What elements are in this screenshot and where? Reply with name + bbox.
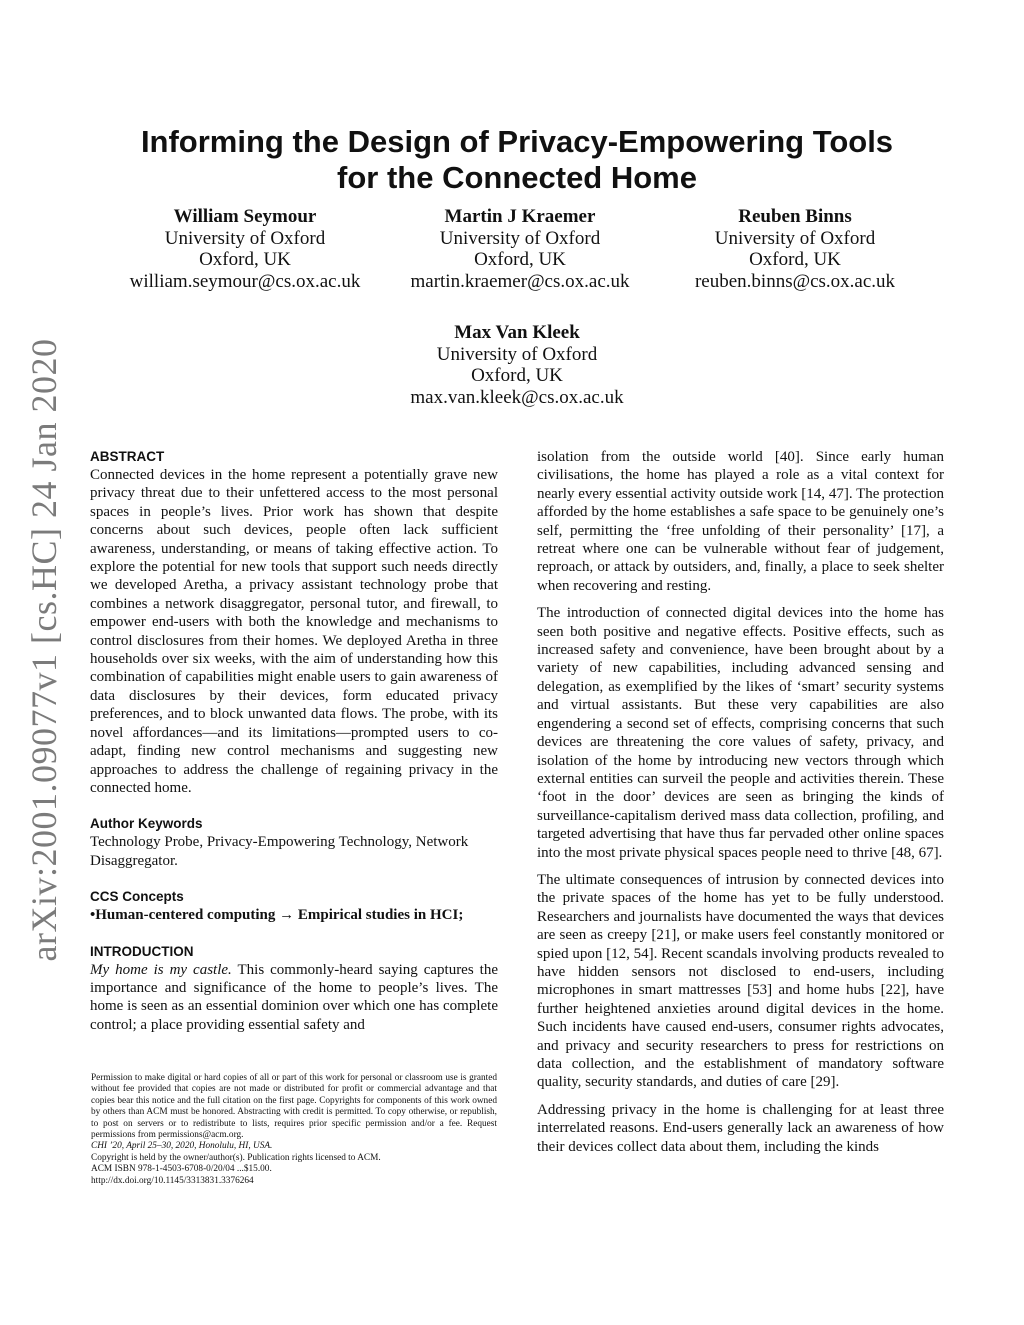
abstract-heading: ABSTRACT [90, 449, 165, 464]
introduction-paragraph-text: This commonly-heard saying captures the importance and significance of the home to people’s lives. The home is seen as an essential dominion over which one has complete control; a place providing essential safety and [90, 961, 498, 1033]
right-column [537, 448, 944, 1165]
copyright-line: Copyright is held by the owner/author(s). Publication rights licensed to ACM. [91, 1152, 381, 1163]
author-name: Max Van Kleek [454, 322, 580, 343]
author-email: max.van.kleek@cs.ox.ac.uk [410, 386, 624, 408]
introduction-lead-italic: My home is my castle. [90, 961, 232, 978]
abstract-text: Connected devices in the home represent a potentially grave new privacy threat due to their unfettered access to the most personal spaces in people’s lives. Prior work has shown that despite concerns about such devices, people often lack sufficient awareness, understanding, or means of taking effective action. To explore the potential for new tools that support such needs directly we developed Aretha, a privacy assistant technology probe that combines a network disaggregator, personal tutor, and firewall, to empower end-users with both the knowledge and mechanisms to control disclosures from their homes. We deployed Aretha in three households over six weeks, with the aim of understanding how this combination of capabilities might enable users to gain awareness of data disclosures by their devices, form educated privacy preferences, and to block unwanted data flows. The probe, with its novel affordances—and its limitations—prompted users to co-adapt, finding new control mechanisms and suggesting new approaches to address the challenge of regaining privacy in the connected home. [90, 467, 498, 796]
body-paragraph: Addressing privacy in the home is challenging for at least three interrelated reasons. End-users generally lack an awareness of how their devices collect data about them, including the kinds [537, 1101, 944, 1155]
author-block-van-kleek [367, 322, 667, 408]
author-name: Martin J Kraemer [444, 206, 596, 227]
isbn-line: ACM ISBN 978-1-4503-6708-0/20/04 ...$15.00. [91, 1164, 272, 1175]
doi-link[interactable]: http://dx.doi.org/10.1145/3313831.3376264 [91, 1175, 254, 1186]
paper-title-line-2: for the Connected Home [337, 160, 697, 195]
introduction-heading: INTRODUCTION [90, 943, 194, 959]
author-keywords-text: Technology Probe, Privacy-Empowering Technology, Network Disaggregator. [90, 834, 469, 869]
author-location: Oxford, UK [749, 249, 841, 270]
body-paragraph: The ultimate consequences of intrusion by connected devices into the private spaces of the home has yet to be fully understood. Researchers and journalists have documented the ways that devices are seen as creepy [21], or make users feel constantly monitored or spied upon [12, 54]. Recent scandals involving products revealed to have hidden sensors not disclosed to end-users, including microphones in smart mattresses [53] and home hubs [22], have further heightened anxieties around digital devices in the home. Such incidents have caused end-users, consumer rights advocates, and privacy and security researchers to press for restrictions on data collection, and the establishment of mandatory software quality, security standards, and duties of care [29]. [537, 871, 944, 1091]
paper-title-line-1: Informing the Design of Privacy-Empowering Tools [140, 124, 894, 159]
permission-notice [91, 1073, 497, 1187]
ccs-concepts-heading: CCS Concepts [90, 889, 184, 905]
body-paragraph: The introduction of connected digital devices into the home has seen both positive and negative effects. Positive effects, such as increased safety and convenience, have been brought about by a variety of new capabilities, including advanced sensing and delegation, as exemplified by the likes of ‘smart’ security systems and virtual assistants. But these very capabilities are also engendering a second set of effects, comprising concerns that such devices are threatening the core values of safety, privacy, and isolation of the home by introducing new vectors through which external entities can surveil the people and activities therein. These ‘foot in the door’ devices are seen as bringing the kinds of surveillance-capitalism derived mass data collection, profiling, and targeted advertising that have thus far pervaded other online spaces into the most private physical spaces people need to thrive [48, 67]. [537, 605, 944, 861]
left-column [90, 448, 498, 1034]
paper-title [0, 124, 1024, 196]
author-location: Oxford, UK [474, 249, 566, 270]
author-location: Oxford, UK [199, 249, 291, 270]
author-block-binns [645, 206, 945, 292]
author-email: martin.kraemer@cs.ox.ac.uk [410, 270, 630, 292]
body-paragraph: isolation from the outside world [40]. Since early human civilisations, the home has played a role as a vital context for nearly every essential activity outside work [14, 47]. The protection afforded by the home establishes a safe space to be genuinely one’s self, permitting the ‘free unfolding of their personality’ [17], a retreat where one can be vulnerable without fear of judgement, reproach, or attack by outsiders, and, finally, a place to seek shelter when recovering and resting. [537, 449, 944, 594]
author-block-kraemer [370, 206, 670, 292]
author-affiliation: University of Oxford [714, 227, 876, 249]
introduction-first-paragraph [90, 961, 498, 1035]
author-keywords-heading: Author Keywords [90, 816, 203, 832]
author-name: Reuben Binns [738, 206, 852, 227]
conference-info: CHI ’20, April 25–30, 2020, Honolulu, HI, USA. [91, 1141, 273, 1152]
author-block-seymour [95, 206, 395, 292]
author-affiliation: University of Oxford [164, 227, 326, 249]
author-email: reuben.binns@cs.ox.ac.uk [694, 270, 896, 292]
author-name: William Seymour [173, 206, 317, 227]
author-affiliation: University of Oxford [436, 343, 598, 365]
arxiv-identifier-stamp: arXiv:2001.09077v1 [cs.HC] 24 Jan 2020 [24, 338, 64, 962]
ccs-concepts-text: •Human-centered computing → Empirical studies in HCI; [90, 907, 464, 924]
author-location: Oxford, UK [471, 365, 563, 386]
author-email: william.seymour@cs.ox.ac.uk [129, 270, 361, 292]
author-affiliation: University of Oxford [439, 227, 601, 249]
permission-text: Permission to make digital or hard copies of all or part of this work for personal or classroom use is granted without fee provided that copies are not made or distributed for profit or commercial advantage and that copies bear this notice and the full citation on the first page. Copyrights for components of this work owned by others than ACM must be honored. Abstracting with credit is permitted. To copy otherwise, or republish, to post on servers or to redistribute to lists, requires prior specific permission and/or a fee. Request permissions from permissions@acm.org. [91, 1073, 497, 1141]
